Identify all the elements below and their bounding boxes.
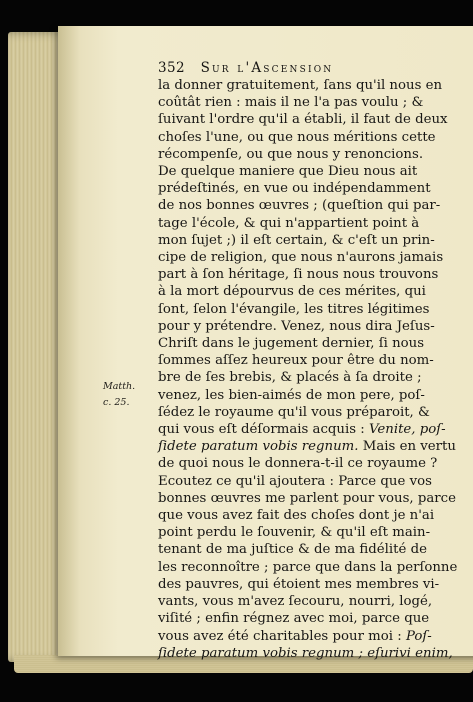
roman-text: ſuivant l'ordre qu'il a établi, il faut de deux [158, 112, 448, 128]
text-line [158, 507, 435, 524]
text-line [158, 301, 430, 318]
text-line [158, 335, 425, 352]
text-line [158, 215, 420, 232]
text-line [158, 490, 456, 507]
roman-text: récompenſe, ou que nous y renoncions. [158, 146, 424, 162]
roman-text: pour y prétendre. Venez, nous dira Jeſus- [158, 318, 435, 334]
text-line [158, 180, 431, 197]
roman-text: Mais en vertu [358, 439, 456, 455]
text-line [158, 129, 436, 146]
italic-text: ſidete paratum vobis regnum. [158, 439, 359, 455]
roman-text: part à ſon héritage, ſi nous nous trouvons [158, 267, 439, 283]
text-line [158, 628, 432, 645]
roman-text: Ecoutez ce qu'il ajoutera : Parce que vos [158, 473, 432, 489]
text-line [158, 77, 443, 94]
text-line [158, 524, 431, 541]
italic-text: Venite, poſ- [369, 422, 446, 438]
running-title: Sur l'Ascension [200, 60, 334, 76]
text-line [158, 473, 432, 490]
text-line [158, 610, 430, 627]
roman-text: les reconnoître ; parce que dans la perſonne [158, 559, 458, 575]
text-line [158, 318, 435, 335]
italic-text: ſidete paratum vobis regnum ; eſurivi enim, [158, 645, 453, 661]
roman-text: ſont, ſelon l'évangile, les titres légitimes [158, 301, 430, 317]
text-line [158, 404, 430, 421]
roman-text: qui vous eſt déſormais acquis : [158, 422, 370, 438]
roman-text: De quelque maniere que Dieu nous ait [158, 164, 418, 180]
text-line [158, 387, 425, 404]
running-head [158, 60, 333, 76]
text-line [158, 94, 424, 111]
roman-text: à la mort dépourvus de ces mérites, qui [158, 284, 426, 300]
roman-text: bonnes œuvres me parlent pour vous, parce [158, 490, 456, 506]
text-line [158, 249, 444, 266]
roman-text: tenant de ma juſtice & de ma fidélité de [158, 542, 427, 558]
roman-text: la donner gratuitement, ſans qu'il nous en [158, 78, 443, 93]
text-line [158, 421, 446, 438]
text-line [158, 593, 433, 610]
roman-text: choſes l'une, ou que nous méritions cette [158, 129, 436, 145]
text-line [158, 232, 435, 249]
roman-text: de quoi nous le donnera-t-il ce royaume ? [158, 456, 438, 472]
text-line [158, 438, 456, 455]
roman-text: prédeſtinés, en vue ou indépendamment [158, 181, 431, 197]
roman-text: mon ſujet ;) il eſt certain, & c'eſt un prin- [158, 232, 435, 248]
text-line [158, 146, 424, 163]
text-line [158, 576, 440, 593]
text-line [158, 369, 422, 386]
roman-text: vants, vous m'avez ſecouru, nourri, logé, [158, 594, 433, 610]
roman-text: de nos bonnes œuvres ; (queſtion qui par- [158, 198, 441, 214]
roman-text: cipe de religion, que nous n'aurons jamais [158, 250, 444, 266]
roman-text: ſédez le royaume qu'il vous préparoit, & [158, 404, 430, 420]
roman-text: bre de ſes brebis, & placés à ſa droite ; [158, 370, 422, 386]
text-line [158, 111, 448, 128]
roman-text: ſommes aſſez heureux pour être du nom- [158, 353, 434, 369]
text-line [158, 266, 439, 283]
roman-text: venez, les bien-aimés de mon pere, poſ- [158, 387, 425, 403]
text-line [158, 559, 458, 576]
roman-text: vous avez été charitables pour moi : [158, 628, 406, 644]
text-line [158, 455, 438, 472]
margin-note-matth: Matth. [103, 381, 136, 392]
page-number: 352 [158, 60, 185, 76]
roman-text: point perdu le ſouvenir, & qu'il eſt main- [158, 525, 431, 541]
roman-text: coûtât rien : mais il ne l'a pas voulu ; & [158, 95, 424, 111]
margin-note-chapter: c. 25. [103, 397, 130, 408]
text-line [158, 283, 426, 300]
roman-text: tage l'école, & qui n'appartient point à [158, 215, 420, 231]
roman-text: que vous avez fait des choſes dont je n'ai [158, 508, 435, 524]
italic-text: Poſ- [405, 628, 432, 644]
text-line [158, 197, 441, 214]
text-line [158, 352, 434, 369]
roman-text: des pauvres, qui étoient mes membres vi- [158, 576, 440, 592]
roman-text: viſité ; enfin régnez avec moi, parce que [158, 611, 430, 627]
text-line [158, 163, 416, 180]
roman-text: Chriſt dans le jugement dernier, ſi nous [158, 336, 425, 352]
text-line [158, 645, 453, 662]
body-text [158, 77, 458, 662]
text-line [158, 541, 427, 558]
